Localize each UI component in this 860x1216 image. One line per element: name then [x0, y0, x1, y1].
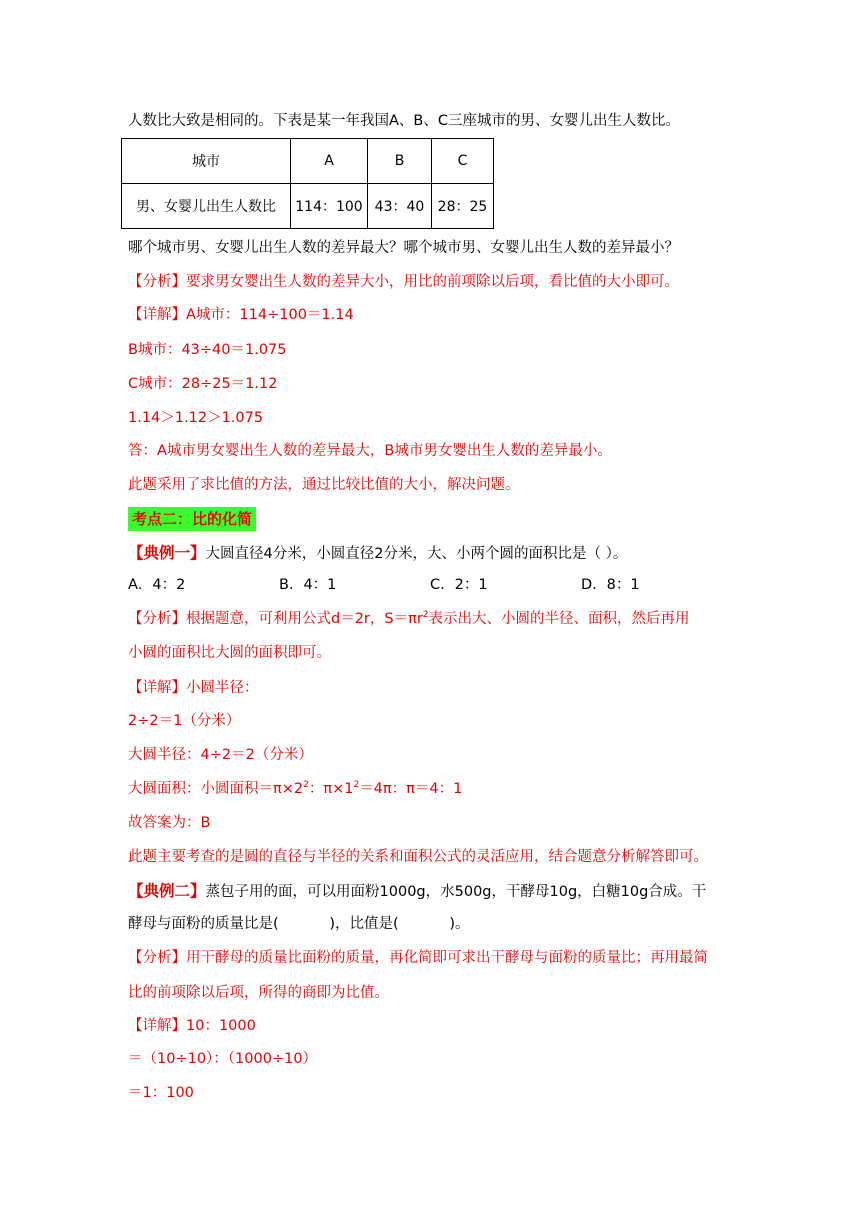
detail-1-line-2: B城市：43÷40＝1.075: [128, 342, 287, 358]
analysis-superscript: 2: [422, 610, 429, 620]
example-1-detail-line-3: 大圆半径：4÷2＝2（分米）: [128, 747, 313, 763]
example-1-answer: 故答案为：B: [128, 815, 211, 831]
example-2-analysis-line-1: 【分析】用干酵母的质量比面粉的质量，再化简即可求出干酵母与面粉的质量比；再用最简: [128, 950, 708, 966]
detail-text: 小圆半径：: [186, 680, 259, 696]
area-superscript-2: 2: [353, 780, 360, 790]
option-c: C．2：1: [430, 577, 488, 593]
option-a: A．4：2: [128, 577, 186, 593]
section-heading: 考点二：比的化简: [128, 507, 256, 531]
example-2-tag: 【典例二】: [128, 882, 206, 900]
table-header-city: 城市: [122, 139, 291, 184]
table-header-c: C: [432, 139, 494, 184]
detail-tag: 【详解】: [128, 680, 186, 696]
table-cell-label: 男、女婴儿出生人数比: [122, 184, 291, 229]
example-2-detail-line-1: [128, 1016, 256, 1036]
area-superscript-1: 2: [303, 780, 309, 790]
example-1-question: [128, 543, 627, 564]
area-text-a: 大圆面积：小圆面积＝π×2: [128, 781, 304, 797]
intro-text: 人数比大致是相同的。下表是某一年我国A、B、C三座城市的男、女婴儿出生人数比。: [128, 113, 680, 129]
table-header-b: B: [368, 139, 432, 184]
answer-1: 答：A城市男女婴出生人数的差异最大，B城市男女婴出生人数的差异最小。: [128, 443, 612, 459]
area-text-c: ＝4π：π＝4：1: [359, 781, 463, 797]
detail-1-line-4: 1.14＞1.12＞1.075: [128, 410, 264, 426]
detail-tag: 【详解】: [128, 307, 186, 323]
option-b: B．4：1: [279, 577, 337, 593]
detail-1-line-1: [128, 305, 354, 325]
detail-text: 10：1000: [186, 1018, 256, 1034]
example-2-question-line-2: 酵母与面粉的质量比是( )，比值是( )。: [128, 916, 470, 932]
example-1-text: 大圆直径4分米，小圆直径2分米，大、小两个圆的面积比是（ ）。: [205, 546, 628, 562]
example-1-detail-line-1: [128, 678, 259, 698]
example-1-tag: 【典例一】: [128, 544, 206, 562]
detail-1-line-3: C城市：28÷25＝1.12: [128, 376, 278, 392]
analysis-text-b: 表示出大、小圆的半径、面积，然后再用: [428, 611, 690, 627]
table-cell-a: 114：100: [291, 184, 368, 229]
ratio-table: [121, 138, 494, 229]
table-cell-b: 43：40: [368, 184, 432, 229]
example-1-analysis-line-1: [128, 609, 690, 629]
example-1-detail-line-2: 2÷2＝1（分米）: [128, 713, 241, 729]
note-1: 此题采用了求比值的方法，通过比较比值的大小，解决问题。: [128, 477, 520, 493]
detail-tag: 【详解】: [128, 1018, 186, 1034]
area-text-b: ：π×1: [308, 781, 354, 797]
example-2-text: 蒸包子用的面，可以用面粉1000g，水500g，干酵母10g，白糖10g合成。干: [205, 884, 707, 900]
example-1-analysis-line-2: 小圆的面积比大圆的面积即可。: [128, 645, 331, 661]
table-header-a: A: [291, 139, 368, 184]
analysis-1: 【分析】要求男女婴出生人数的差异大小，用比的前项除以后项，看比值的大小即可。: [128, 274, 679, 290]
question-1: 哪个城市男、女婴儿出生人数的差异最大？哪个城市男、女婴儿出生人数的差异最小？: [128, 240, 679, 256]
example-2-detail-line-2: ＝（10÷10）：（1000÷10）: [128, 1051, 318, 1067]
example-2-analysis-line-2: 比的前项除以后项，所得的商即为比值。: [128, 985, 389, 1001]
table-header-row: [122, 139, 494, 184]
detail-text: A城市：114÷100＝1.14: [186, 307, 354, 323]
table-cell-c: 28：25: [432, 184, 494, 229]
option-d: D．8：1: [581, 577, 640, 593]
table-row: [122, 184, 494, 229]
example-1-note: 此题主要考查的是圆的直径与半径的关系和面积公式的灵活应用，结合题意分析解答即可。: [128, 849, 708, 865]
example-2-detail-line-3: ＝1：100: [128, 1085, 194, 1101]
analysis-text-a: 【分析】根据题意，可利用公式d＝2r，S＝πr: [128, 611, 423, 627]
example-2-question-line-1: [128, 881, 706, 902]
example-1-area-line: [128, 779, 462, 799]
